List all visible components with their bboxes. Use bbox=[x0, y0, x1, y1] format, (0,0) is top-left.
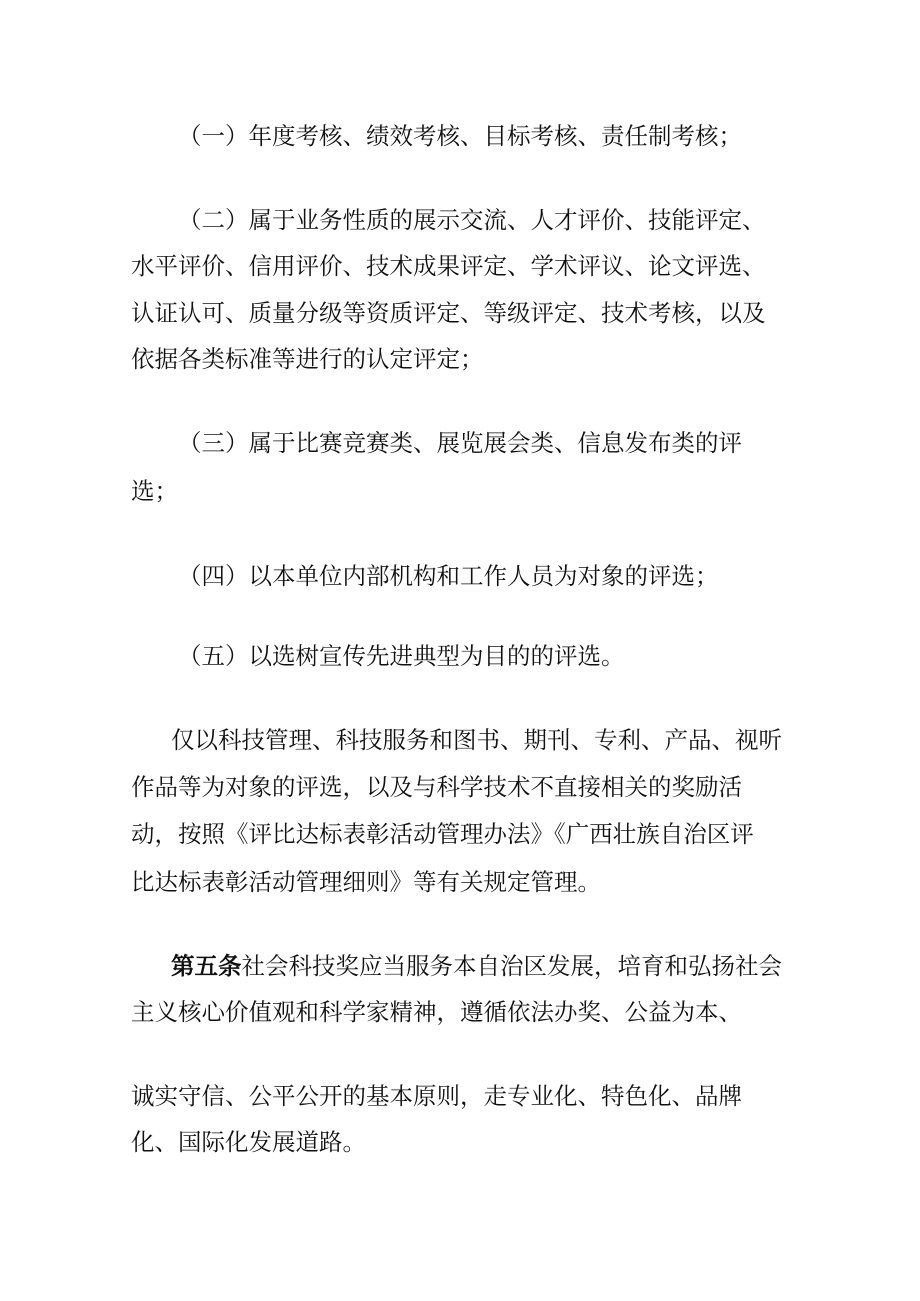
item-2-line-4: 依据各类标准等进行的认定评定； bbox=[131, 345, 484, 373]
note-line-4: 比达标表彰活动管理细则》等有关规定管理。 bbox=[131, 868, 601, 896]
note-line-3: 动，按照《评比达标表彰活动管理办法》《广西壮族自治区评 bbox=[131, 820, 754, 848]
item-2-line-2: 水平评价、信用评价、技术成果评定、学术评议、论文评选、 bbox=[131, 252, 766, 280]
item-3-line-1: （三）属于比赛竞赛类、展览展会类、信息发布类的评 bbox=[178, 429, 742, 457]
article-5-heading: 第五条 bbox=[171, 952, 242, 980]
article-5-line-3: 诚实守信、公平公开的基本原则，走专业化、特色化、品牌 bbox=[131, 1082, 742, 1110]
item-2-line-1: （二）属于业务性质的展示交流、人才评价、技能评定、 bbox=[178, 206, 766, 234]
item-4-line-1: （四）以本单位内部机构和工作人员为对象的评选； bbox=[178, 562, 719, 590]
item-2-line-3: 认证认可、质量分级等资质评定、等级评定、技术考核，以及 bbox=[131, 299, 766, 327]
note-line-1: 仅以科技管理、科技服务和图书、期刊、专利、产品、视听 bbox=[171, 726, 782, 754]
note-line-2: 作品等为对象的评选，以及与科学技术不直接相关的奖励活 bbox=[131, 773, 742, 801]
article-5-line-4: 化、国际化发展道路。 bbox=[131, 1128, 366, 1156]
article-5-text: 社会科技奖应当服务本自治区发展，培育和弘扬社会 bbox=[241, 952, 782, 980]
item-3-line-2: 选； bbox=[131, 477, 178, 505]
article-5-line-2: 主义核心价值观和科学家精神，遵循依法办奖、公益为本、 bbox=[131, 998, 742, 1026]
item-5-line-1: （五）以选树宣传先进典型为目的的评选。 bbox=[178, 642, 625, 670]
item-1-line-1: （一）年度考核、绩效考核、目标考核、责任制考核； bbox=[178, 122, 742, 150]
article-5-line-1 bbox=[171, 950, 782, 982]
